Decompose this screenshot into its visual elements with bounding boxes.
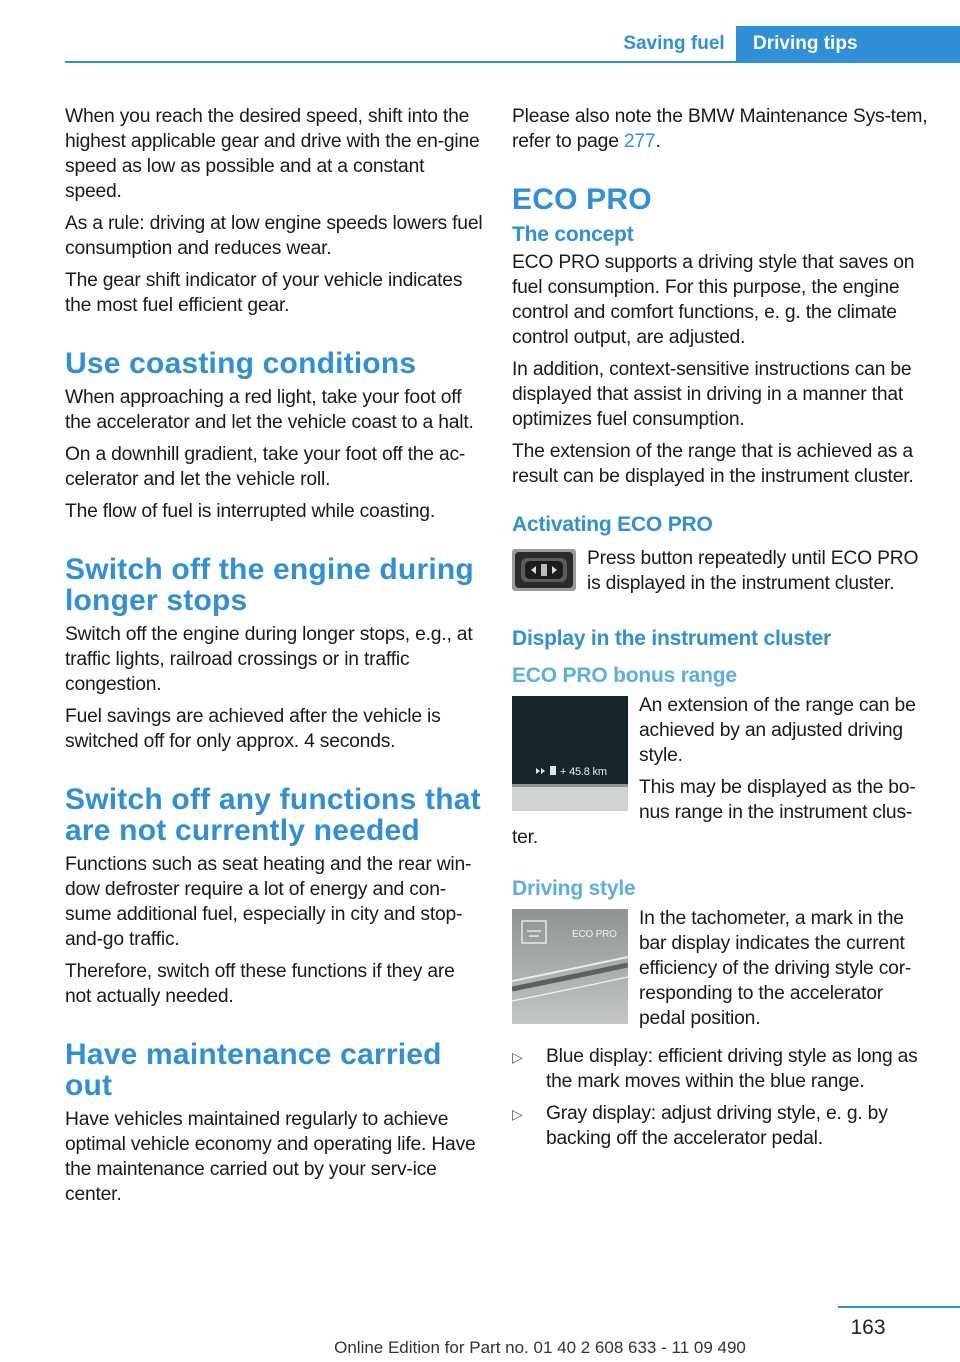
paragraph: Have vehicles maintained regularly to achieve optimal vehicle economy and operating life. Have the maintenance carried out by your serv‐ice center. — [65, 1109, 476, 1205]
page-number: 163 — [850, 1316, 886, 1339]
heading-eco-pro: ECO PRO — [512, 183, 652, 216]
paragraph: The extension of the range that is achieved as a result can be displayed in the instrument cluster. — [512, 441, 914, 487]
paragraph: An extension of the range can be achieved by an adjusted driving style. — [639, 695, 916, 766]
paragraph: The gear shift indicator of your vehicle indicates the most fuel efficient gear. — [65, 270, 463, 316]
list-item-text: Gray display: adjust driving style, e. g. by backing off the accelerator pedal. — [546, 1103, 888, 1149]
heading-display: Display in the instrument cluster — [512, 627, 831, 650]
bonus-range-readout: + 45.8 km — [560, 766, 607, 778]
eco-pro-label: ECO PRO — [572, 929, 617, 940]
list-item-text: Blue display: efficient driving style as long as the mark moves within the blue range. — [546, 1046, 918, 1092]
paragraph: In the tachometer, a mark in the bar display indicates the current efficiency of the driving style cor‐responding to the accelerator pedal position. — [639, 908, 912, 1029]
driving-style-figure — [512, 906, 930, 1038]
paragraph: Functions such as seat heating and the rear win‐dow defroster require a lot of energy and con‐sume additional fuel, especially in city and stop-and-go traffic. — [65, 854, 472, 950]
right-column — [512, 104, 930, 1158]
paragraph: This may be displayed as the bo‐nus range in the instrument clus‐ter. — [512, 777, 916, 848]
heading-coasting: Use coasting conditions — [65, 347, 417, 380]
text: Please also note the BMW Maintenance Sys‐tem, refer to page — [512, 106, 928, 152]
footer-edition — [0, 1338, 960, 1358]
heading-engine-off: Switch off the engine during longer stops — [65, 553, 474, 617]
paragraph: Press button repeatedly until ECO PRO is displayed in the instrument cluster. — [587, 548, 919, 594]
paragraph: Fuel savings are achieved after the vehicle is switched off for only approx. 4 seconds. — [65, 706, 441, 752]
bullet-list — [512, 1044, 930, 1151]
paragraph: On a downhill gradient, take your foot off the ac‐celerator and let the vehicle roll. — [65, 444, 466, 490]
list-item — [512, 1101, 930, 1151]
heading-maintenance: Have maintenance carried out — [65, 1038, 442, 1102]
left-column — [65, 104, 483, 1214]
bonus-range-display-icon — [512, 696, 628, 811]
text: . — [655, 131, 661, 152]
tab-saving-fuel[interactable]: Saving fuel — [623, 33, 725, 54]
tab-driving-tips[interactable]: Driving tips — [736, 26, 960, 62]
heading-functions-off: Switch off any functions that are not currently needed — [65, 783, 481, 847]
paragraph: When approaching a red light, take your foot off the accelerator and let the vehicle coast to a halt. — [65, 387, 474, 433]
page-link[interactable]: 277 — [623, 131, 656, 152]
list-item — [512, 1044, 930, 1094]
heading-bonus-range: ECO PRO bonus range — [512, 664, 737, 687]
heading-activating: Activating ECO PRO — [512, 513, 713, 536]
paragraph: Switch off the engine during longer stops, e.g., at traffic lights, railroad crossings or in traffic congestion. — [65, 624, 473, 695]
eco-pro-tachometer-icon — [512, 909, 628, 1024]
bullet-triangle-icon: ▷ — [512, 1106, 523, 1122]
footer-rule — [838, 1306, 960, 1308]
edition-text: Online Edition for Part no. 01 40 2 608 633 - 11 09 490 — [334, 1338, 746, 1357]
driving-mode-button-icon — [512, 549, 576, 591]
paragraph: As a rule: driving at low engine speeds lowers fuel consumption and reduces wear. — [65, 213, 483, 259]
paragraph: Therefore, switch off these functions if they are not actually needed. — [65, 961, 455, 1007]
paragraph — [512, 104, 930, 154]
header-rule — [65, 61, 960, 63]
bullet-triangle-icon: ▷ — [512, 1049, 523, 1065]
page-header — [0, 0, 960, 62]
paragraph: When you reach the desired speed, shift into the highest applicable gear and drive with the en‐gine speed as low as possible and at a constant speed. — [65, 106, 480, 202]
paragraph: The flow of fuel is interrupted while coasting. — [65, 501, 435, 522]
activating-figure — [512, 546, 930, 603]
paragraph: ECO PRO supports a driving style that saves on fuel consumption. For this purpose, the engine control and comfort functions, e. g. the climate control output, are adjusted. — [512, 252, 915, 348]
heading-concept: The concept — [512, 223, 634, 246]
heading-driving-style: Driving style — [512, 877, 636, 900]
paragraph: In addition, context-sensitive instructions can be displayed that assist in driving in a manner that optimizes fuel consumption. — [512, 359, 912, 430]
bonus-figure — [512, 693, 930, 857]
